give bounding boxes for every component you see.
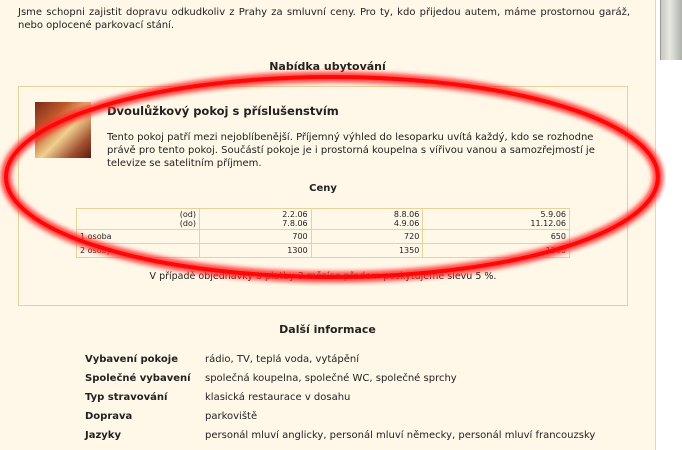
- offer-box: [18, 86, 628, 306]
- info-key: Doprava: [85, 411, 133, 422]
- right-sidebar: [656, 0, 682, 450]
- prices-title: Ceny: [309, 183, 337, 194]
- period-from: 2.2.06: [282, 210, 308, 219]
- info-key: Společné vybavení: [85, 373, 191, 384]
- period-from: 8.8.06: [393, 210, 420, 219]
- room-title: Dvoulůžkový pokoj s příslušenstvím: [107, 104, 339, 118]
- price-row: [77, 244, 570, 258]
- period-to: 7.8.06: [282, 219, 308, 228]
- price-cell: 1350: [311, 244, 423, 258]
- price-cell: 720: [311, 230, 423, 244]
- price-cell: 700: [200, 230, 312, 244]
- info-value: personál mluví anglicky, personál mluví německy, personál mluví francouzsky: [205, 430, 596, 441]
- info-value: společná koupelna, společné WC, společné sprchy: [205, 373, 457, 384]
- label-from: (od): [179, 210, 196, 219]
- occupancy-label: 1 osoba: [77, 230, 200, 244]
- occupancy-label: 2 osoby: [77, 244, 200, 258]
- price-cell: 650: [423, 230, 570, 244]
- info-key: Typ stravování: [85, 392, 168, 403]
- info-key: Jazyky: [85, 430, 121, 441]
- period-from: 5.9.06: [540, 210, 566, 219]
- intro-text: Jsme schopni zajistit dopravu odkudkoliv z Prahy za smluvní ceny. Pro ty, kdo přijedou autem, máme prostornou garáž, nebo oplocené parkovací stání.: [18, 7, 630, 31]
- price-table: [76, 208, 570, 258]
- period-to: 4.9.06: [393, 219, 420, 228]
- price-cell: 1200: [423, 244, 570, 258]
- period-cell: [423, 209, 570, 230]
- period-to: 11.12.06: [530, 219, 566, 228]
- period-cell: [311, 209, 423, 230]
- label-to: (do): [179, 219, 196, 228]
- discount-note: V případě objednávky a platby 3 měsíce předem poskytujeme slevu 5 %.: [149, 271, 497, 282]
- room-description: Tento pokoj patří mezi nejoblíbenější. Příjemný výhled do lesoparku uvítá každý, kdo se rozhodne právě pro tento pokoj. Součástí pokoje je i prostorná koupelna s vířivou vanou a samozřejmostí je televize se satelitním příjmem.: [107, 132, 595, 169]
- price-cell: 1300: [200, 244, 312, 258]
- period-cell: [200, 209, 312, 230]
- price-period-row: [77, 209, 570, 230]
- info-key: Vybavení pokoje: [85, 354, 178, 365]
- info-value: klasická restaurace v dosahu: [205, 392, 351, 403]
- info-value: rádio, TV, teplá voda, vytápění: [205, 354, 360, 365]
- price-row: [77, 230, 570, 244]
- info-value: parkoviště: [205, 411, 258, 422]
- period-label-cell: [77, 209, 200, 230]
- more-info-title: Další informace: [279, 323, 376, 336]
- offer-section-title: Nabídka ubytování: [269, 60, 386, 73]
- sidebar-photo: [660, 0, 682, 60]
- room-thumbnail[interactable]: [35, 102, 91, 158]
